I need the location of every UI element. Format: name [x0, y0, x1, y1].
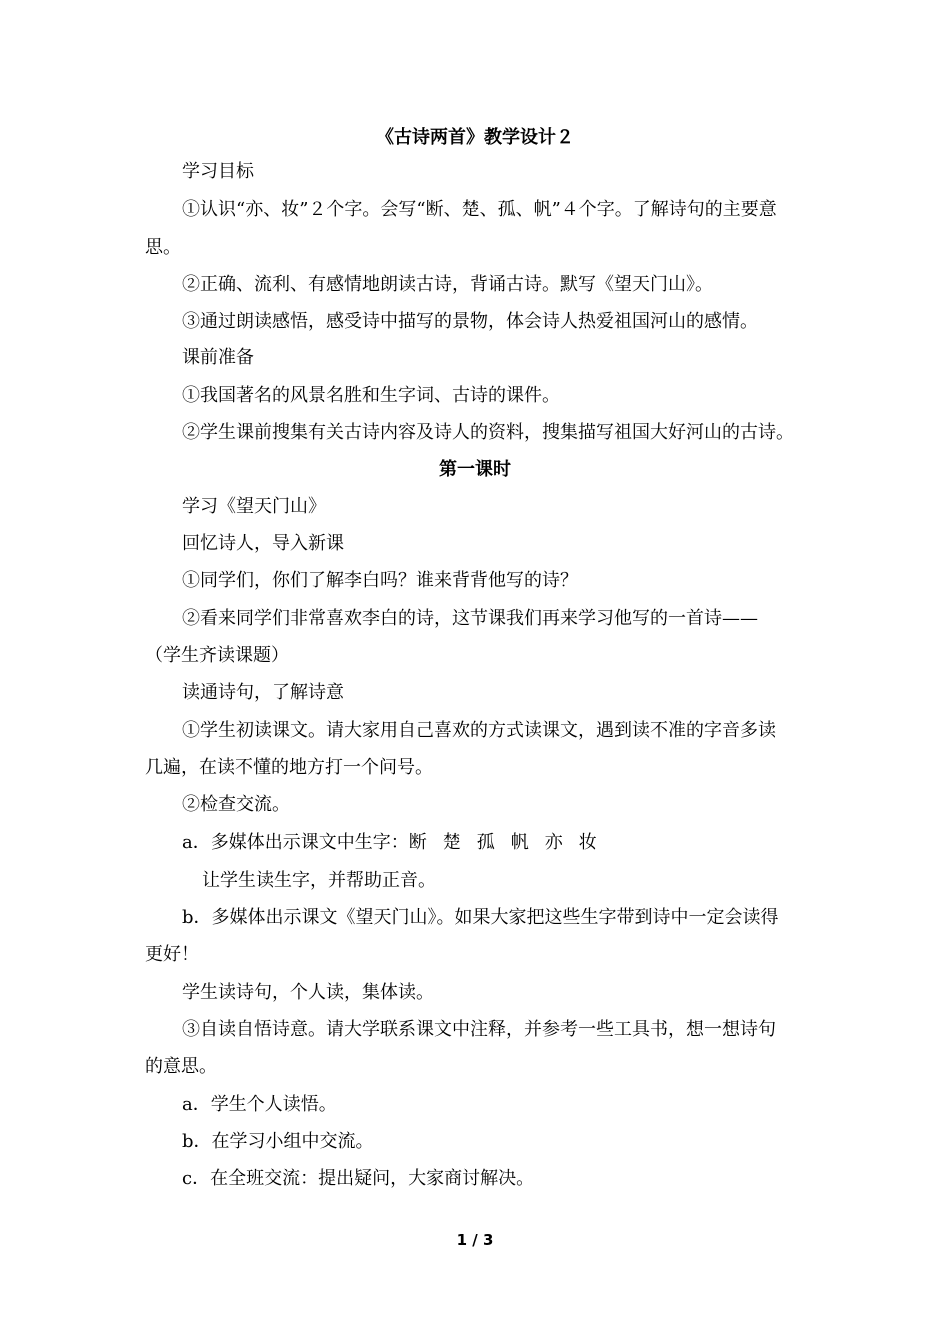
- step-2-item-3-line-1: ③自读自悟诗意。请大学联系课文中注释，并参考一些工具书，想一想诗句: [182, 1019, 776, 1040]
- character: 楚: [442, 832, 461, 853]
- document-title: 《古诗两首》教学设计２: [376, 127, 574, 148]
- step-1-heading: 回忆诗人，导入新课: [182, 533, 344, 554]
- step-2-item-1-line-1: ①学生初读课文。请大家用自己喜欢的方式读课文，遇到读不准的字音多读: [182, 720, 776, 741]
- prep-item-2: ②学生课前搜集有关古诗内容及诗人的资料，搜集描写祖国大好河山的古诗。: [182, 422, 794, 443]
- item-a-follow: 让学生读生字，并帮助正音。: [202, 870, 436, 891]
- item-a-characters: [409, 832, 613, 853]
- goal-1-line-1: ①认识“亦、妆”２个字。会写“断、楚、孤、帆”４个字。了解诗句的主要意: [182, 199, 777, 220]
- character: 亦: [544, 832, 563, 853]
- prep-item-1: ①我国著名的风景名胜和生字词、古诗的课件。: [182, 385, 560, 406]
- item-a-prefix: a．多媒体出示课文中生字：: [182, 832, 409, 853]
- study-title: 学习《望天门山》: [182, 496, 326, 517]
- step-1-item-2-line-2: （学生齐读课题）: [145, 645, 289, 666]
- item-a: [182, 831, 862, 855]
- character: 妆: [578, 832, 597, 853]
- item-b-line-2: 更好！: [145, 944, 199, 965]
- step-2-heading: 读通诗句，了解诗意: [182, 682, 344, 703]
- step-2-item-1-line-2: 几遍，在读不懂的地方打一个问号。: [145, 757, 433, 778]
- sub-item-b: b．在学习小组中交流。: [182, 1131, 374, 1152]
- character: 断: [408, 832, 427, 853]
- goal-3: ③通过朗读感悟，感受诗中描写的景物，体会诗人热爱祖国河山的感情。: [182, 311, 758, 332]
- character: 孤: [476, 832, 495, 853]
- goal-1-line-2: 思。: [145, 237, 181, 258]
- lesson-heading: 第一课时: [439, 459, 511, 480]
- goal-2: ②正确、流利、有感情地朗读古诗，背诵古诗。默写《望天门山》。: [182, 274, 713, 295]
- sub-item-a: a．学生个人读悟。: [182, 1094, 337, 1115]
- character: 帆: [510, 832, 529, 853]
- step-1-item-2-line-1: ②看来同学们非常喜欢李白的诗，这节课我们再来学习他写的一首诗——: [182, 608, 758, 629]
- section-heading-preparation: 课前准备: [182, 347, 254, 368]
- section-heading-goals: 学习目标: [182, 161, 254, 182]
- step-2-item-3-line-2: 的意思。: [145, 1056, 217, 1077]
- student-read: 学生读诗句，个人读，集体读。: [182, 982, 434, 1003]
- step-1-item-1: ①同学们，你们了解李白吗？谁来背背他写的诗？: [182, 570, 578, 591]
- step-2-item-2: ②检查交流。: [182, 794, 290, 815]
- sub-item-c: c．在全班交流：提出疑问，大家商讨解决。: [182, 1168, 535, 1189]
- item-b-line-1: b．多媒体出示课文《望天门山》。如果大家把这些生字带到诗中一定会读得: [182, 907, 779, 928]
- page-indicator: 1 / 3: [456, 1231, 494, 1249]
